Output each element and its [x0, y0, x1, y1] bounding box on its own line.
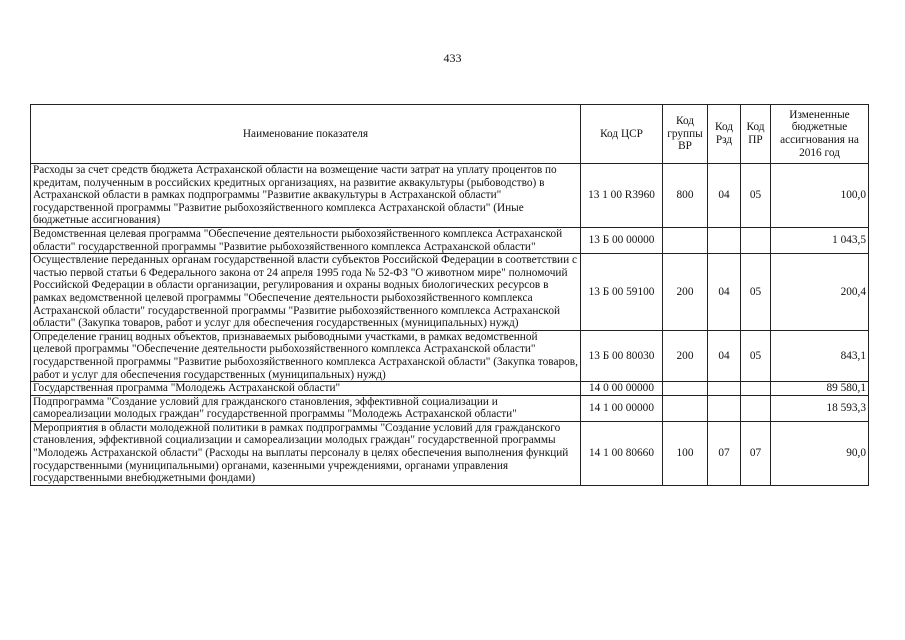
- row-rzd: [708, 382, 741, 396]
- row-rzd: 04: [708, 254, 741, 331]
- table-row: [31, 330, 869, 381]
- row-amount: 100,0: [771, 164, 869, 228]
- row-amount: 90,0: [771, 421, 869, 485]
- row-pr: 05: [741, 254, 771, 331]
- row-name: Определение границ водных объектов, признаваемых рыбоводными участками, в рамках ведомственной целевой программы "Обеспечение деятельности рыбохозяйственного комплекса Астраханской области" государственной программы "Развитие рыбохозяйственного комплекса Астраханской области" (Закупка товаров, работ и услуг для обеспечения государственных (муниципальных) нужд): [31, 330, 581, 381]
- budget-table: [30, 104, 869, 486]
- row-amount: 89 580,1: [771, 382, 869, 396]
- row-name: Государственная программа "Молодежь Астраханской области": [31, 382, 581, 396]
- row-vr: 800: [663, 164, 708, 228]
- row-pr: 05: [741, 164, 771, 228]
- header-pr: Код ПР: [741, 105, 771, 164]
- row-name: Расходы за счет средств бюджета Астраханской области на возмещение части затрат на уплату процентов по кредитам, полученным в российских кредитных организациях, на развитие аквакультуры (рыбоводство) в Астраханской области в рамках подпрограммы "Развитие аквакультуры в Астраханской области" государственной программы "Развитие рыбохозяйственного комплекса Астраханской области" (Иные бюджетные ассигнования): [31, 164, 581, 228]
- row-rzd: 04: [708, 164, 741, 228]
- table-header-row: [31, 105, 869, 164]
- row-pr: [741, 382, 771, 396]
- table-row: [31, 421, 869, 485]
- row-vr: 100: [663, 421, 708, 485]
- row-vr: [663, 227, 708, 253]
- row-rzd: 07: [708, 421, 741, 485]
- table-row: [31, 254, 869, 331]
- table-row: [31, 227, 869, 253]
- row-csr: 14 0 00 00000: [581, 382, 663, 396]
- row-amount: 843,1: [771, 330, 869, 381]
- row-vr: 200: [663, 330, 708, 381]
- row-name: Подпрограмма "Создание условий для гражданского становления, эффективной социализации и самореализации молодых граждан" государственной программы "Молодежь Астраханской области": [31, 395, 581, 421]
- header-amount: Измененные бюджетные ассигнования на 2016 год: [771, 105, 869, 164]
- row-name: Ведомственная целевая программа "Обеспечение деятельности рыбохозяйственного комплекса Астраханской области" государственной программы "Развитие рыбохозяйственного комплекса Астраханской области": [31, 227, 581, 253]
- row-rzd: [708, 227, 741, 253]
- row-vr: [663, 382, 708, 396]
- row-csr: 13 1 00 R3960: [581, 164, 663, 228]
- row-csr: 13 Б 00 59100: [581, 254, 663, 331]
- table-row: [31, 382, 869, 396]
- row-amount: 1 043,5: [771, 227, 869, 253]
- row-amount: 200,4: [771, 254, 869, 331]
- header-rzd: Код Рзд: [708, 105, 741, 164]
- row-pr: 05: [741, 330, 771, 381]
- row-amount: 18 593,3: [771, 395, 869, 421]
- row-vr: 200: [663, 254, 708, 331]
- row-name: Мероприятия в области молодежной политики в рамках подпрограммы "Создание условий для гражданского становления, эффективной социализации и самореализации молодых граждан" государственной программы "Молодежь Астраханской области" (Расходы на выплаты персоналу в целях обеспечения выполнения функций государственными (муниципальными) органами, казенными учреждениями, органами управления государственными внебюджетными фондами): [31, 421, 581, 485]
- row-rzd: 04: [708, 330, 741, 381]
- header-csr: Код ЦСР: [581, 105, 663, 164]
- row-rzd: [708, 395, 741, 421]
- row-name: Осуществление переданных органам государственной власти субъектов Российской Федерации в соответствии с частью первой статьи 6 Федерального закона от 24 апреля 1995 года № 52-ФЗ "О животном мире" полномочий Российской Федерации в области организации, регулирования и охраны водных биологических ресурсов в рамках ведомственной целевой программы "Обеспечение деятельности рыбохозяйственного комплекса Астраханской области" государственной программы "Развитие рыбохозяйственного комплекса Астраханской области" (Закупка товаров, работ и услуг для обеспечения государственных (муниципальных) нужд): [31, 254, 581, 331]
- row-csr: 13 Б 00 80030: [581, 330, 663, 381]
- page-number: 433: [443, 51, 462, 65]
- table-row: [31, 164, 869, 228]
- row-csr: 14 1 00 00000: [581, 395, 663, 421]
- row-csr: 13 Б 00 00000: [581, 227, 663, 253]
- row-pr: 07: [741, 421, 771, 485]
- header-vr: Код группы ВР: [663, 105, 708, 164]
- row-csr: 14 1 00 80660: [581, 421, 663, 485]
- row-pr: [741, 227, 771, 253]
- header-name: Наименование показателя: [31, 105, 581, 164]
- row-vr: [663, 395, 708, 421]
- table-row: [31, 395, 869, 421]
- row-pr: [741, 395, 771, 421]
